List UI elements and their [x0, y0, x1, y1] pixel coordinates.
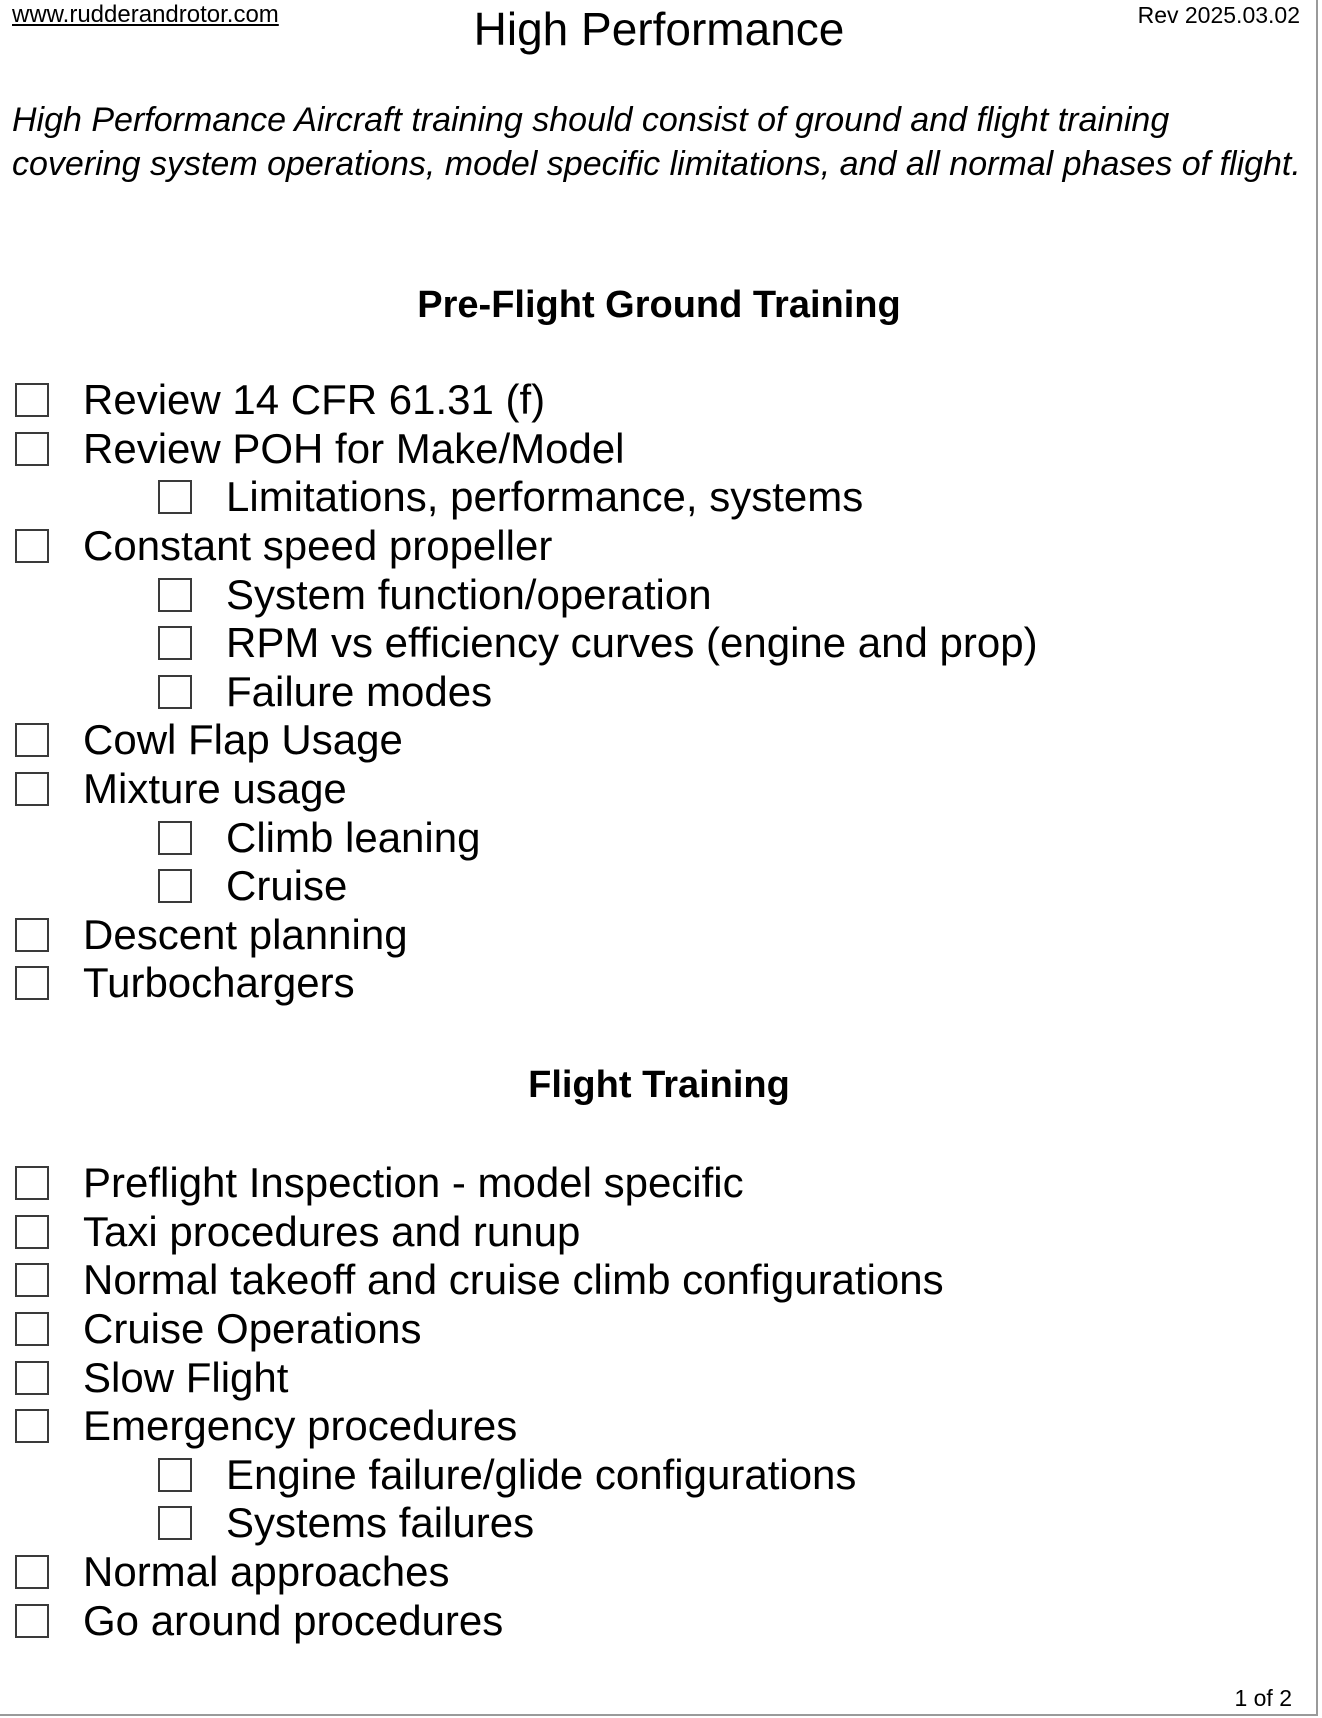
- checklist-item-label: RPM vs efficiency curves (engine and prop): [226, 619, 1038, 667]
- checklist-item-label: Normal takeoff and cruise climb configurations: [83, 1256, 944, 1304]
- checkbox[interactable]: [158, 675, 192, 709]
- checklist-item-label: Cruise: [226, 862, 348, 910]
- checklist-item-label: Turbochargers: [83, 959, 355, 1007]
- checkbox[interactable]: [158, 626, 192, 660]
- checklist-item-label: Go around procedures: [83, 1596, 504, 1644]
- checkbox[interactable]: [15, 918, 49, 952]
- intro-paragraph: High Performance Aircraft training should consist of ground and flight training covering system operations, model specific limitations, and all normal phases of flight.: [12, 101, 1301, 183]
- checkbox[interactable]: [15, 1312, 49, 1346]
- checklist-item-label: Preflight Inspection - model specific: [83, 1159, 744, 1207]
- checklist-item-label: Mixture usage: [83, 765, 347, 813]
- checkbox[interactable]: [158, 480, 192, 514]
- checklist-item-label: Emergency procedures: [83, 1402, 518, 1450]
- checklist-item-label: Systems failures: [226, 1499, 535, 1547]
- checkbox[interactable]: [15, 1604, 49, 1638]
- checkbox[interactable]: [15, 383, 49, 417]
- checklist-item-label: Review POH for Make/Model: [83, 424, 625, 472]
- checklist-item-label: Descent planning: [83, 910, 408, 958]
- checkbox[interactable]: [15, 1361, 49, 1395]
- revision-label: Rev 2025.03.02: [1137, 2, 1300, 28]
- checkbox[interactable]: [15, 1166, 49, 1200]
- checklist-item-label: Constant speed propeller: [83, 522, 553, 570]
- checkbox[interactable]: [158, 1506, 192, 1540]
- checkbox[interactable]: [15, 529, 49, 563]
- ground-training-heading: Pre-Flight Ground Training: [417, 284, 901, 326]
- checklist-item-label: Review 14 CFR 61.31 (f): [83, 376, 546, 424]
- flight-training-heading: Flight Training: [528, 1064, 790, 1106]
- checkbox[interactable]: [158, 1458, 192, 1492]
- checklist-item-label: Normal approaches: [83, 1548, 450, 1596]
- checkbox[interactable]: [15, 723, 49, 757]
- checklist-item-label: Engine failure/glide configurations: [226, 1450, 857, 1498]
- checkbox[interactable]: [158, 578, 192, 612]
- checkbox[interactable]: [15, 1215, 49, 1249]
- checkbox[interactable]: [15, 772, 49, 806]
- checklist-item-label: Cruise Operations: [83, 1305, 422, 1353]
- checklist-item-label: Climb leaning: [226, 813, 481, 861]
- checklist-item-label: Slow Flight: [83, 1353, 289, 1401]
- page-title: High Performance: [473, 3, 845, 55]
- checkbox[interactable]: [15, 966, 49, 1000]
- checkbox[interactable]: [15, 432, 49, 466]
- checkbox[interactable]: [15, 1263, 49, 1297]
- checkbox[interactable]: [158, 821, 192, 855]
- checklist-item-label: System function/operation: [226, 570, 712, 618]
- page-indicator: 1 of 2: [1234, 1685, 1292, 1711]
- checkbox[interactable]: [15, 1409, 49, 1443]
- website-link[interactable]: www.rudderandrotor.com: [12, 1, 279, 28]
- checkbox[interactable]: [15, 1555, 49, 1589]
- checklist-item-label: Limitations, performance, systems: [226, 473, 864, 521]
- checklist-item-label: Taxi procedures and runup: [83, 1207, 581, 1255]
- checklist-item-label: Failure modes: [226, 667, 493, 715]
- checkbox[interactable]: [158, 869, 192, 903]
- checklist-item-label: Cowl Flap Usage: [83, 716, 403, 764]
